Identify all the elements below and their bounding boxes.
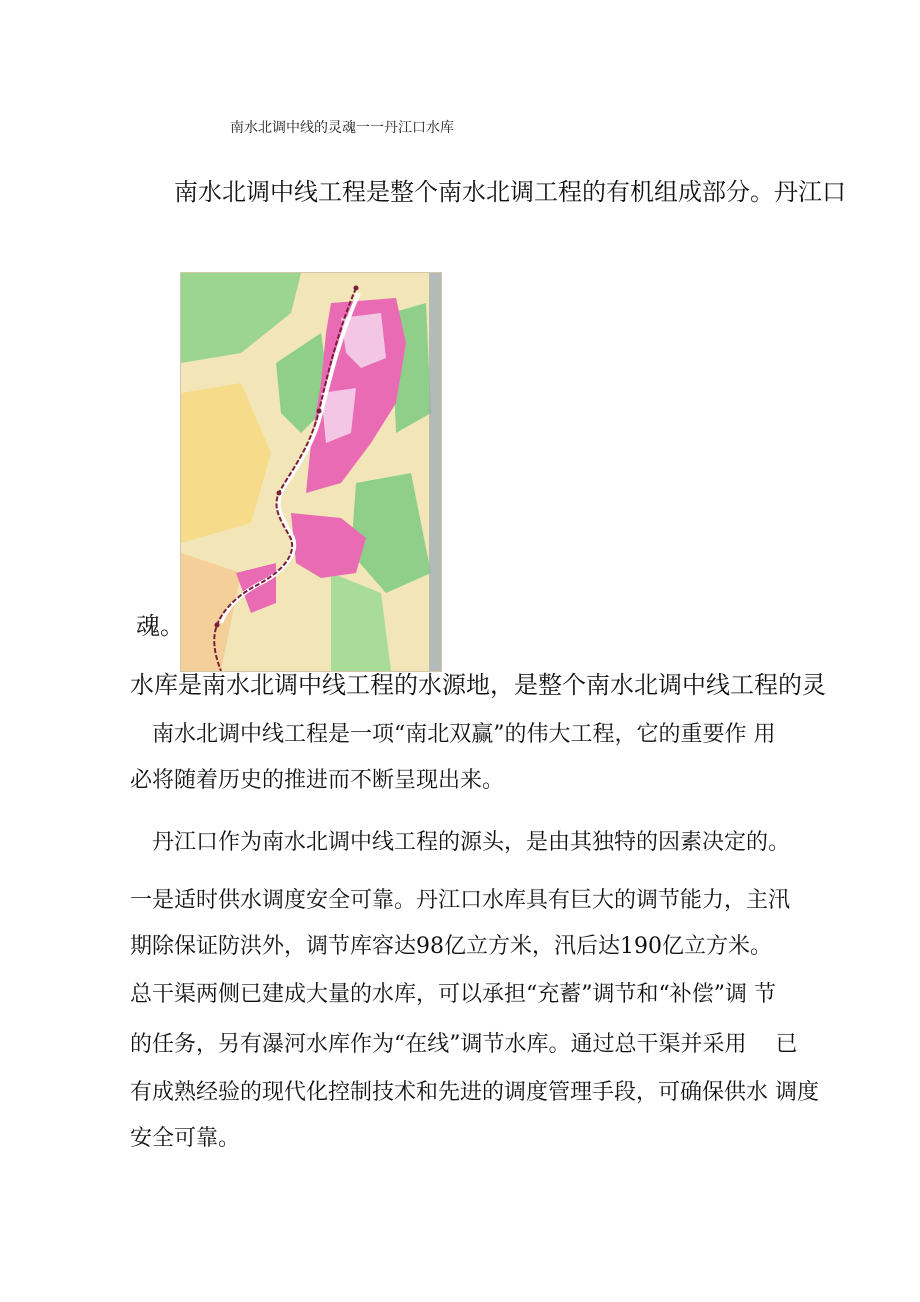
map-place-dot xyxy=(354,286,359,291)
document-title: 南水北调中线的灵魂一一丹江口水库 xyxy=(230,120,454,136)
map-place-dot xyxy=(317,409,322,414)
paragraph-2-line-2: 必将随着历史的推进而不断呈现出来。 xyxy=(130,768,505,793)
paragraph-4-line-6: 安全可靠。 xyxy=(130,1126,241,1151)
map-shadow xyxy=(429,273,441,671)
reservoir-route-map-icon xyxy=(181,273,441,671)
map-place-dot xyxy=(215,623,220,628)
paragraph-1-fragment: 魂。 xyxy=(136,612,184,640)
paragraph-1-line-2: 水库是南水北调中线工程的水源地，是整个南水北调中线工程的灵 xyxy=(130,671,826,699)
paragraph-4-line-3: 总干渠两侧已建成大量的水库，可以承担“充蓄”调节和“补偿”调 节 xyxy=(130,982,776,1007)
paragraph-1-line-1: 南水北调中线工程是整个南水北调工程的有机组成部分。丹江口 xyxy=(174,178,846,206)
paragraph-4-line-4: 的任务，另有瀑河水库作为“在线”调节水库。通过总干渠并采用 已 xyxy=(130,1032,798,1057)
reservoir-route-map-image xyxy=(180,272,442,672)
paragraph-2-line-1: 南水北调中线工程是一项“南北双赢”的伟大工程，它的重要作 用 xyxy=(152,722,776,747)
paragraph-3-line-1: 丹江口作为南水北调中线工程的源头，是由其独特的因素决定的。 xyxy=(152,830,791,855)
paragraph-4-line-5: 有成熟经验的现代化控制技术和先进的调度管理手段，可确保供水 调度 xyxy=(130,1080,819,1105)
paragraph-4-line-1: 一是适时供水调度安全可靠。丹江口水库具有巨大的调节能力，主汛 xyxy=(130,888,791,913)
paragraph-4-line-2: 期除保证防洪外，调节库容达98亿立方米，汛后达190亿立方米。 xyxy=(130,934,772,959)
map-place-dot xyxy=(277,491,282,496)
